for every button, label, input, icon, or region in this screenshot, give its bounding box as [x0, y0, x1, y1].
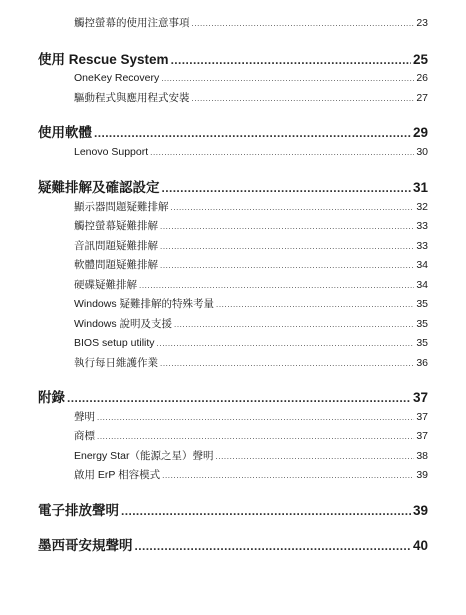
- toc-section-title: 疑難排解及確認設定: [38, 180, 160, 195]
- toc-section[interactable]: [0, 502, 466, 520]
- toc-entry-title: 觸控螢幕的使用注意事項: [74, 17, 190, 29]
- toc-entry-page: 35: [416, 337, 428, 349]
- dot-leader: [139, 279, 414, 292]
- toc-entry[interactable]: [0, 469, 466, 482]
- toc-entry[interactable]: [0, 337, 466, 350]
- toc-section-page: 31: [412, 180, 428, 195]
- toc-entry[interactable]: [0, 357, 466, 370]
- toc-entry-page: 33: [416, 240, 428, 252]
- toc-entry-page: 35: [416, 298, 428, 310]
- dot-leader: [157, 337, 415, 350]
- toc-entry-page: 33: [416, 220, 428, 232]
- dot-leader: [121, 502, 411, 520]
- toc-section-title: 使用軟體: [38, 125, 92, 140]
- toc-entry-page: 39: [416, 469, 428, 481]
- toc-entry-title: 商標: [74, 430, 95, 442]
- dot-leader: [171, 201, 415, 214]
- toc-entry-title: BIOS setup utility: [74, 337, 155, 349]
- dot-leader: [97, 430, 414, 443]
- toc-entry[interactable]: [0, 259, 466, 272]
- toc-entry-title: Windows 疑難排解的特殊考量: [74, 298, 215, 310]
- dot-leader: [162, 469, 414, 482]
- toc-section[interactable]: [0, 124, 466, 142]
- toc-entry-title: 顯示器問題疑難排解: [74, 201, 169, 213]
- toc-entry-page: 36: [416, 357, 428, 369]
- toc-section-title: 使用 Rescue System: [38, 52, 169, 67]
- toc-entry-title: 執行每日維護作業: [74, 357, 158, 369]
- toc-entry-page: 32: [416, 201, 428, 213]
- toc-entry-title: Lenovo Support: [74, 146, 149, 158]
- toc-entry-page: 35: [416, 318, 428, 330]
- toc-section[interactable]: [0, 179, 466, 197]
- dot-leader: [174, 318, 414, 331]
- toc-section-page: 37: [412, 390, 428, 405]
- toc-entry[interactable]: [0, 298, 466, 311]
- toc-entry-page: 37: [416, 411, 428, 423]
- toc-entry[interactable]: [0, 201, 466, 214]
- toc-entry[interactable]: [0, 146, 466, 159]
- toc-entry-title: 驅動程式與應用程式安裝: [74, 92, 190, 104]
- toc-entry-title: Windows 說明及支援: [74, 318, 173, 330]
- toc-entry-title: OneKey Recovery: [74, 72, 160, 84]
- toc-entry[interactable]: [0, 220, 466, 233]
- toc-entry-page: 27: [416, 92, 428, 104]
- dot-leader: [160, 357, 414, 370]
- toc-section[interactable]: [0, 51, 466, 69]
- toc-entry[interactable]: [0, 240, 466, 253]
- toc-entry[interactable]: [0, 318, 466, 331]
- toc-entry-page: 37: [416, 430, 428, 442]
- dot-leader: [97, 411, 414, 424]
- dot-leader: [162, 179, 411, 197]
- toc-entry[interactable]: [0, 450, 466, 463]
- dot-leader: [67, 389, 411, 407]
- toc-entry-title: 音訊問題疑難排解: [74, 240, 158, 252]
- toc-entry-page: 38: [416, 450, 428, 462]
- toc-section[interactable]: [0, 537, 466, 555]
- toc-entry-title: 軟體問題疑難排解: [74, 259, 158, 271]
- toc-entry-title: 啟用 ErP 相容模式: [74, 469, 161, 481]
- dot-leader: [135, 537, 411, 555]
- dot-leader: [161, 72, 414, 85]
- toc-section-title: 附錄: [38, 390, 65, 405]
- dot-leader: [216, 298, 414, 311]
- toc-entry-page: 26: [416, 72, 428, 84]
- toc-entry-page: 34: [416, 259, 428, 271]
- toc-section-page: 29: [412, 125, 428, 140]
- toc-section[interactable]: [0, 389, 466, 407]
- toc-section-page: 39: [412, 503, 428, 518]
- toc-section-title: 墨西哥安規聲明: [38, 538, 133, 553]
- dot-leader: [94, 124, 411, 142]
- toc-entry-title: 聲明: [74, 411, 95, 423]
- toc-entry-page: 30: [416, 146, 428, 158]
- toc-entry[interactable]: [0, 17, 466, 30]
- toc-section-title: 電子排放聲明: [38, 503, 119, 518]
- toc-section-page: 40: [412, 538, 428, 553]
- dot-leader: [160, 259, 414, 272]
- toc-entry-title: Energy Star（能源之星）聲明: [74, 450, 214, 462]
- toc-entry[interactable]: [0, 92, 466, 105]
- dot-leader: [192, 92, 415, 105]
- toc-entry-title: 觸控螢幕疑難排解: [74, 220, 158, 232]
- dot-leader: [192, 17, 415, 30]
- toc-entry-page: 23: [416, 17, 428, 29]
- toc-entry[interactable]: [0, 279, 466, 292]
- toc-entry[interactable]: [0, 72, 466, 85]
- toc-entry-title: 硬碟疑難排解: [74, 279, 137, 291]
- dot-leader: [160, 220, 414, 233]
- dot-leader: [160, 240, 414, 253]
- dot-leader: [150, 146, 414, 159]
- dot-leader: [215, 450, 414, 463]
- dot-leader: [171, 51, 411, 69]
- toc-entry[interactable]: [0, 430, 466, 443]
- toc-entry-page: 34: [416, 279, 428, 291]
- toc-entry[interactable]: [0, 411, 466, 424]
- toc-section-page: 25: [412, 52, 428, 67]
